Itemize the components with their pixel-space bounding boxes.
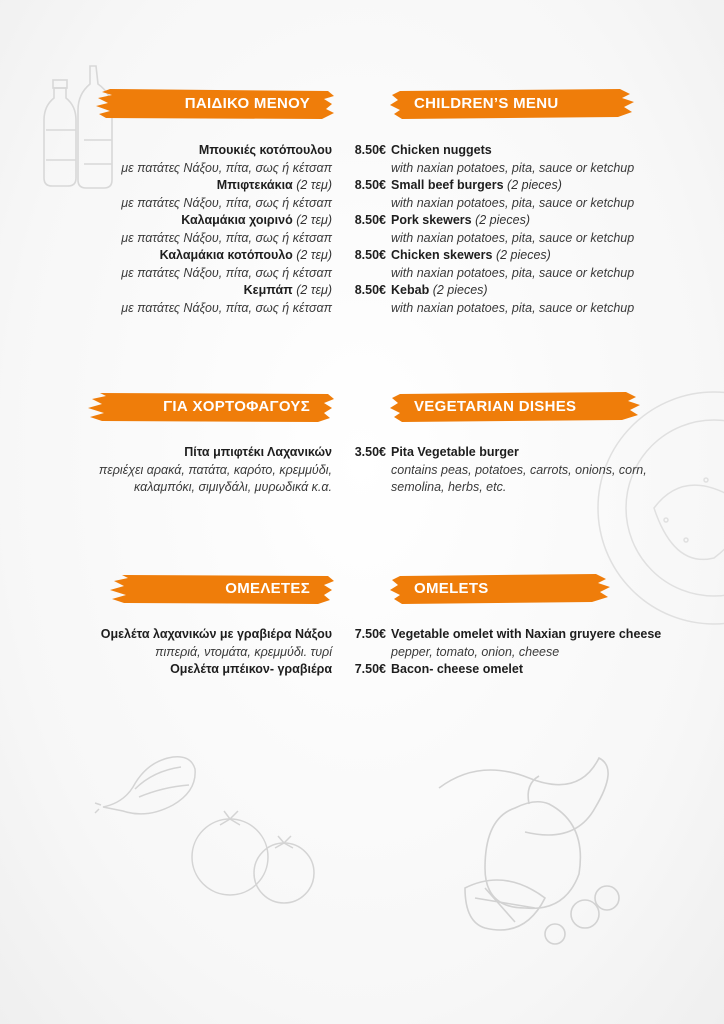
menu-item-name: Πίτα μπιφτέκι Λαχανικών [184, 445, 332, 459]
menu-item-price: 8.50€ [354, 283, 386, 297]
banner-kids-en [390, 86, 636, 122]
menu-item-name: Καλαμάκια κοτόπουλο (2 τεμ) [159, 248, 332, 262]
banner-vegetarian-en [390, 389, 642, 425]
menu-item-description: πιπεριά, ντομάτα, κρεμμύδι. τυρί [155, 644, 332, 659]
menu-item-price: 7.50€ [354, 662, 386, 676]
menu-item-description: pepper, tomato, onion, cheese [391, 644, 560, 659]
peppers-lemon-sketch [435, 748, 635, 948]
menu-item-name: Ομελέτα λαχανικών με γραβιέρα Νάξου [100, 627, 332, 641]
menu-item-name: Vegetable omelet with Naxian gruyere cheese [391, 627, 662, 641]
omelets-price-column [338, 626, 386, 679]
menu-item-price: 7.50€ [354, 627, 386, 641]
section-title-kids-en: CHILDREN’S MENU [414, 95, 559, 112]
menu-item-description: with naxian potatoes, pita, sauce or ketchup [391, 230, 635, 245]
menu-item-name: Small beef burgers (2 pieces) [391, 178, 562, 192]
menu-item-description: contains peas, potatoes, carrots, onions, corn, [391, 462, 647, 477]
omelets-english-column [391, 626, 711, 679]
section-title-vegetarian-gr: ΓΙΑ ΧΟΡΤΟΦΑΓΟΥΣ [163, 398, 310, 415]
menu-item-name: Kebab (2 pieces) [391, 283, 488, 297]
banner-vegetarian-gr [88, 389, 336, 425]
menu-item-name: Pita Vegetable burger [391, 445, 519, 459]
menu-item-description: semolina, herbs, etc. [391, 480, 507, 494]
banner-omelets-en [390, 571, 612, 607]
menu-item-name: Κεμπάπ (2 τεμ) [243, 283, 332, 297]
menu-item-price: 8.50€ [354, 248, 386, 262]
menu-item-name: Ομελέτα μπέικον- γραβιέρα [170, 662, 332, 676]
menu-item-description: με πατάτες Νάξου, πίτα, σως ή κέτσαπ [121, 195, 332, 210]
kids-english-column [391, 142, 711, 317]
menu-item-description: με πατάτες Νάξου, πίτα, σως ή κέτσαπ [121, 160, 332, 175]
menu-item-price: 8.50€ [354, 213, 386, 227]
section-title-kids-gr: ΠΑΙΔΙΚΟ ΜΕΝΟΥ [184, 95, 310, 112]
section-title-omelets-en: OMELETS [414, 580, 489, 597]
menu-item-price: 3.50€ [354, 445, 386, 459]
banner-kids-gr [96, 86, 336, 122]
menu-item-name: Chicken skewers (2 pieces) [391, 248, 551, 262]
section-title-vegetarian-en: VEGETARIAN DISHES [414, 398, 577, 415]
menu-item-name: Bacon- cheese omelet [391, 662, 523, 676]
omelets-greek-column [40, 626, 332, 679]
menu-item-description: with naxian potatoes, pita, sauce or ketchup [391, 300, 635, 315]
kids-greek-column [40, 142, 332, 317]
kids-price-column [338, 142, 386, 300]
vegetarian-greek-column [40, 444, 332, 497]
menu-item-description: περιέχει αρακά, πατάτα, καρότο, κρεμμύδι, [98, 462, 332, 477]
onion-sketch [95, 745, 200, 820]
menu-item-description: with naxian potatoes, pita, sauce or ketchup [391, 195, 635, 210]
vegetarian-english-column [391, 444, 711, 497]
menu-item-description: with naxian potatoes, pita, sauce or ketchup [391, 265, 635, 280]
menu-item-name: Chicken nuggets [391, 143, 492, 157]
plate-sketch [596, 390, 724, 625]
menu-item-description: with naxian potatoes, pita, sauce or ketchup [391, 160, 635, 175]
tomatoes-sketch [188, 805, 318, 915]
menu-item-description: με πατάτες Νάξου, πίτα, σως ή κέτσαπ [121, 300, 332, 315]
banner-omelets-gr [110, 571, 336, 607]
menu-item-price: 8.50€ [354, 143, 386, 157]
menu-item-description: με πατάτες Νάξου, πίτα, σως ή κέτσαπ [121, 265, 332, 280]
section-title-omelets-gr: ΟΜΕΛΕΤΕΣ [225, 580, 310, 597]
menu-item-name: Μπουκιές κοτόπουλου [198, 143, 332, 157]
vegetarian-price-column [338, 444, 386, 462]
menu-item-name: Pork skewers (2 pieces) [391, 213, 530, 227]
menu-item-name: Μπιφτεκάκια (2 τεμ) [216, 178, 332, 192]
menu-item-description: καλαμπόκι, σιμιγδάλι, μυρωδικά κ.α. [134, 480, 332, 494]
menu-item-description: με πατάτες Νάξου, πίτα, σως ή κέτσαπ [121, 230, 332, 245]
menu-item-name: Καλαμάκια χοιρινό (2 τεμ) [181, 213, 332, 227]
menu-item-price: 8.50€ [354, 178, 386, 192]
